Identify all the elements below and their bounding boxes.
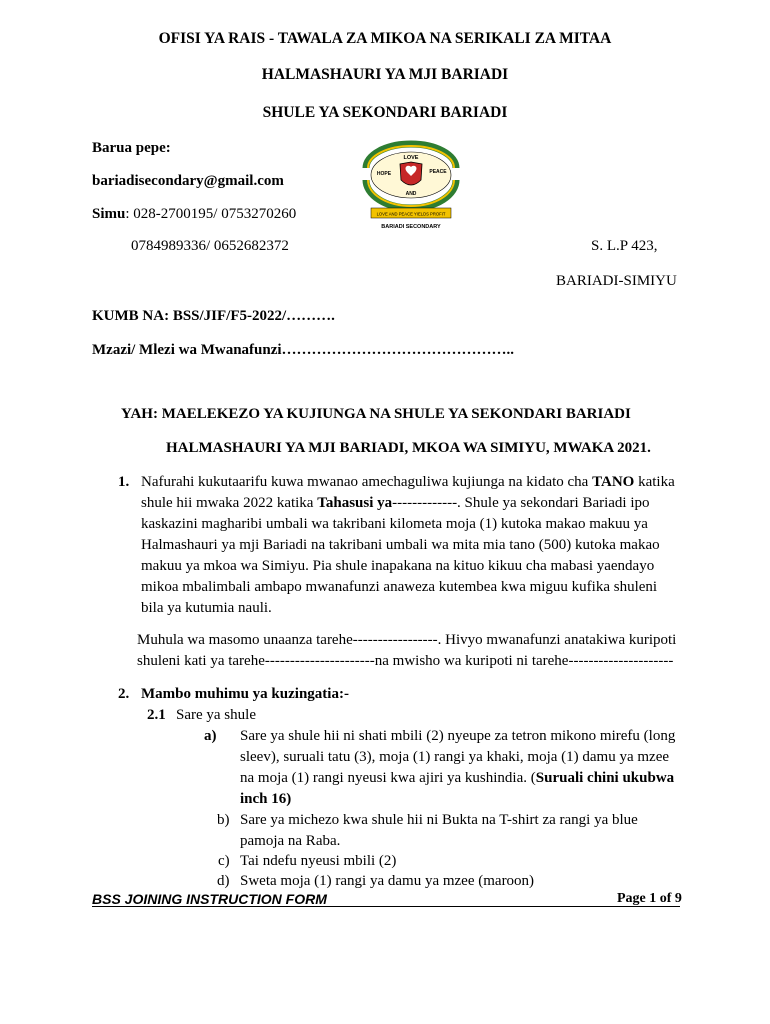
subsection-2-1-title: Sare ya shule bbox=[176, 707, 256, 723]
crest-school-name: BARIADI SECONDARY bbox=[381, 224, 441, 230]
item-a-line-4-bold: inch 16 bbox=[240, 791, 287, 807]
item-a-line-2: sleev), suruali tatu (3), moja (1) rangi ya khaki, moja (1) damu ya mzee bbox=[240, 749, 670, 765]
crest-word-love: LOVE bbox=[403, 155, 419, 161]
phone-line-1 bbox=[92, 206, 296, 223]
header-line-3: SHULE YA SEKONDARI BARIADI bbox=[262, 104, 508, 121]
section-2-number: 2. bbox=[118, 686, 130, 702]
reference-number: KUMB NA: BSS/JIF/F5-2022/………. bbox=[92, 308, 335, 324]
item-a-line-3 bbox=[240, 768, 674, 789]
item-b-line-1: Sare ya michezo kwa shule hii ni Bukta na T-shirt za rangi ya blue bbox=[240, 812, 638, 828]
item-d-line-1: Sweta moja (1) rangi ya damu ya mzee (maroon) bbox=[240, 873, 535, 889]
section-1-line-6: mikoa mbalimbali ambapo mwanafunzi anaweza kutembea kwa miguu kufika shuleni bbox=[141, 579, 658, 595]
section-2-title: Mambo muhimu ya kuzingatia:- bbox=[141, 686, 349, 702]
s1l2-text: shule hii mwaka 2022 katika bbox=[141, 495, 318, 511]
item-a-line-1: Sare ya shule hii ni shati mbili (2) nyeupe za tetron mikono mirefu (long bbox=[240, 728, 676, 744]
phone-label: Simu bbox=[92, 206, 126, 222]
phone-numbers-1: : 028-2700195/ 0753270260 bbox=[125, 206, 297, 222]
po-box: S. L.P 423, bbox=[591, 238, 658, 254]
item-c-line-1: Tai ndefu nyeusi mbili (2) bbox=[240, 853, 397, 869]
item-a-line-3-text: na moja (1) rangi nyeusi kwa ajiri ya kushindia. ( bbox=[240, 770, 536, 786]
footer-form-title: BSS JOINING INSTRUCTION FORM bbox=[92, 891, 327, 907]
location: BARIADI-SIMIYU bbox=[556, 273, 677, 289]
item-a-line-3-bold: Suruali chini ukubwa bbox=[535, 770, 675, 786]
subject-line-2: HALMASHAURI YA MJI BARIADI, MKOA WA SIMIYU, MWAKA 2021. bbox=[166, 440, 651, 456]
item-a-line-4-paren: ) bbox=[286, 791, 292, 807]
email-address: bariadisecondary@gmail.com bbox=[92, 173, 284, 189]
subject-line-1: YAH: MAELEKEZO YA KUJIUNGA NA SHULE YA SEKONDARI BARIADI bbox=[121, 406, 631, 422]
crest-word-peace: PEACE bbox=[429, 169, 447, 175]
subsection-2-1-number: 2.1 bbox=[147, 707, 166, 723]
header-line-2: HALMASHAURI YA MJI BARIADI bbox=[261, 66, 509, 83]
section-1-line-5: makuu ya mkoa wa Simiyu. Pia shule inapakana na kituo kikuu cha mabasi yaendayo bbox=[141, 558, 655, 574]
section-1-line-4: Halmashauri ya mji Bariadi na takribani umbali wa mita mia tano (500) kutoka makao bbox=[141, 537, 660, 553]
crest-word-and: AND bbox=[405, 191, 417, 197]
term-start-line: Muhula wa masomo unaanza tarehe-----------------. Hivyo mwanafunzi anatakiwa kuripoti bbox=[137, 632, 677, 648]
item-a-line-4 bbox=[240, 789, 291, 810]
item-b-label: b) bbox=[217, 812, 230, 828]
s1l1-text: Nafurahi kukutaarifu kuwa mwanao amechaguliwa kujiunga na kidato cha bbox=[141, 474, 593, 490]
section-1-line-2 bbox=[141, 493, 650, 514]
item-d-label: d) bbox=[217, 873, 230, 889]
section-1-line-1 bbox=[141, 472, 675, 493]
item-c-label: c) bbox=[218, 853, 230, 869]
item-b-line-2: pamoja na Raba. bbox=[240, 833, 341, 849]
section-1-line-7: bila ya kutumia nauli. bbox=[141, 600, 272, 616]
header-line-1: OFISI YA RAIS - TAWALA ZA MIKOA NA SERIKALI ZA MITAA bbox=[158, 30, 612, 47]
crest-word-hope: HOPE bbox=[376, 171, 392, 177]
footer-page-number: Page 1 of 9 bbox=[617, 891, 682, 906]
section-1-number: 1. bbox=[118, 474, 130, 490]
s1l1-tail: katika bbox=[634, 474, 675, 490]
item-a-label: a) bbox=[204, 728, 217, 744]
s1l2-bold: Tahasusi ya bbox=[317, 495, 393, 511]
s1l1-bold: TANO bbox=[592, 474, 635, 490]
phone-line-2: 0784989336/ 0652682372 bbox=[131, 238, 289, 254]
reporting-dates-line: shuleni kati ya tarehe----------------------na mwisho wa kuripoti ni tarehe--------------------- bbox=[137, 653, 674, 669]
parent-address-line: Mzazi/ Mlezi wa Mwanafunzi……………………………………….. bbox=[92, 342, 515, 358]
email-label: Barua pepe: bbox=[92, 140, 171, 156]
school-crest-logo bbox=[358, 140, 464, 232]
s1l2-tail: -------------. Shule ya sekondari Bariadi ipo bbox=[392, 495, 650, 511]
section-1-line-3: kaskazini magharibi umbali wa takribani kilometa moja (1) kutoka makao makuu ya bbox=[141, 516, 648, 532]
footer-divider bbox=[92, 906, 680, 907]
crest-motto: LOVE AND PEACE YIELDS PROFIT bbox=[376, 211, 446, 217]
